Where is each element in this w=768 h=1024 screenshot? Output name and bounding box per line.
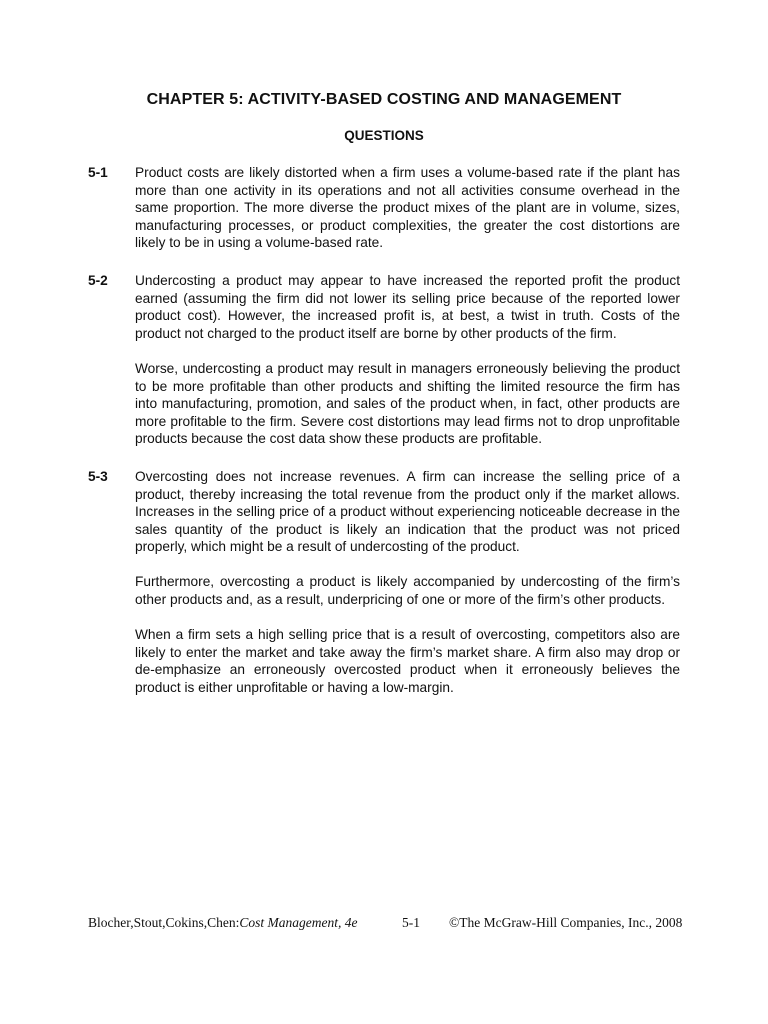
section-heading: QUESTIONS: [344, 128, 424, 143]
footer-book-title: Cost Management, 4e: [239, 915, 358, 930]
footer-page-number: 5-1: [402, 915, 420, 930]
question-answer: [135, 164, 680, 252]
footer-citation: [88, 915, 357, 931]
question-number: 5-1: [88, 165, 108, 180]
answer-paragraph: When a firm sets a high selling price that is a result of overcosting, competitors also are likely to enter the market and take away the firm’s market share. A firm also may drop or de-emphasize an erroneously overcosted product when it erroneously believes the product is either unprofitable or having a low-margin.: [135, 627, 680, 696]
footer-copyright: ©The McGraw-Hill Companies, Inc., 2008: [449, 915, 683, 930]
footer-authors: Blocher,Stout,Cokins,Chen:: [88, 915, 240, 930]
answer-paragraph: Product costs are likely distorted when a firm uses a volume-based rate if the plant has more than one activity in its operations and not all activities consume overhead in the same proportion. The more diverse the product mixes of the plant are in volume, sizes, manufacturing processes, or product complexities, the greater the cost distortions are likely to be in using a volume-based rate.: [135, 165, 680, 251]
answer-paragraph: Worse, undercosting a product may result in managers erroneously believing the product to be more profitable than other products and shifting the limited resource the firm has into manufacturing, promotion, and sales of the product when, in fact, other products are more profitable to the firm. Severe cost distortions may lead firms not to drop unprofitable products because the cost data show these products are profitable.: [135, 360, 680, 447]
question-5-2: [88, 272, 680, 448]
questions-list: [88, 164, 680, 717]
chapter-title: CHAPTER 5: ACTIVITY-BASED COSTING AND MANAGEMENT: [146, 91, 622, 108]
question-number: 5-3: [88, 468, 108, 484]
answer-paragraph: Overcosting does not increase revenues. A firm can increase the selling price of a product, thereby increasing the total revenue from the product only if the market allows. Increases in the selling price of a product without experiencing noticeable decrease in the sales quantity of the product is likely an indication that the product was not priced properly, which might be a result of undercosting of the product.: [135, 468, 680, 555]
answer-paragraph: Furthermore, overcosting a product is likely accompanied by undercosting of the firm’s other products and, as a result, underpricing of one or more of the firm’s other products.: [135, 574, 680, 608]
question-5-3: [88, 468, 680, 697]
question-number: 5-2: [88, 272, 108, 288]
question-answer: [135, 468, 680, 697]
question-answer: [135, 272, 680, 448]
question-5-1: [88, 164, 680, 252]
answer-paragraph: Undercosting a product may appear to have increased the reported profit the product earned (assuming the firm did not lower its selling price because of the reported lower product cost). However, the increased profit is, at best, a twist in truth. Costs of the product not charged to the product itself are borne by other products of the firm.: [135, 272, 680, 341]
